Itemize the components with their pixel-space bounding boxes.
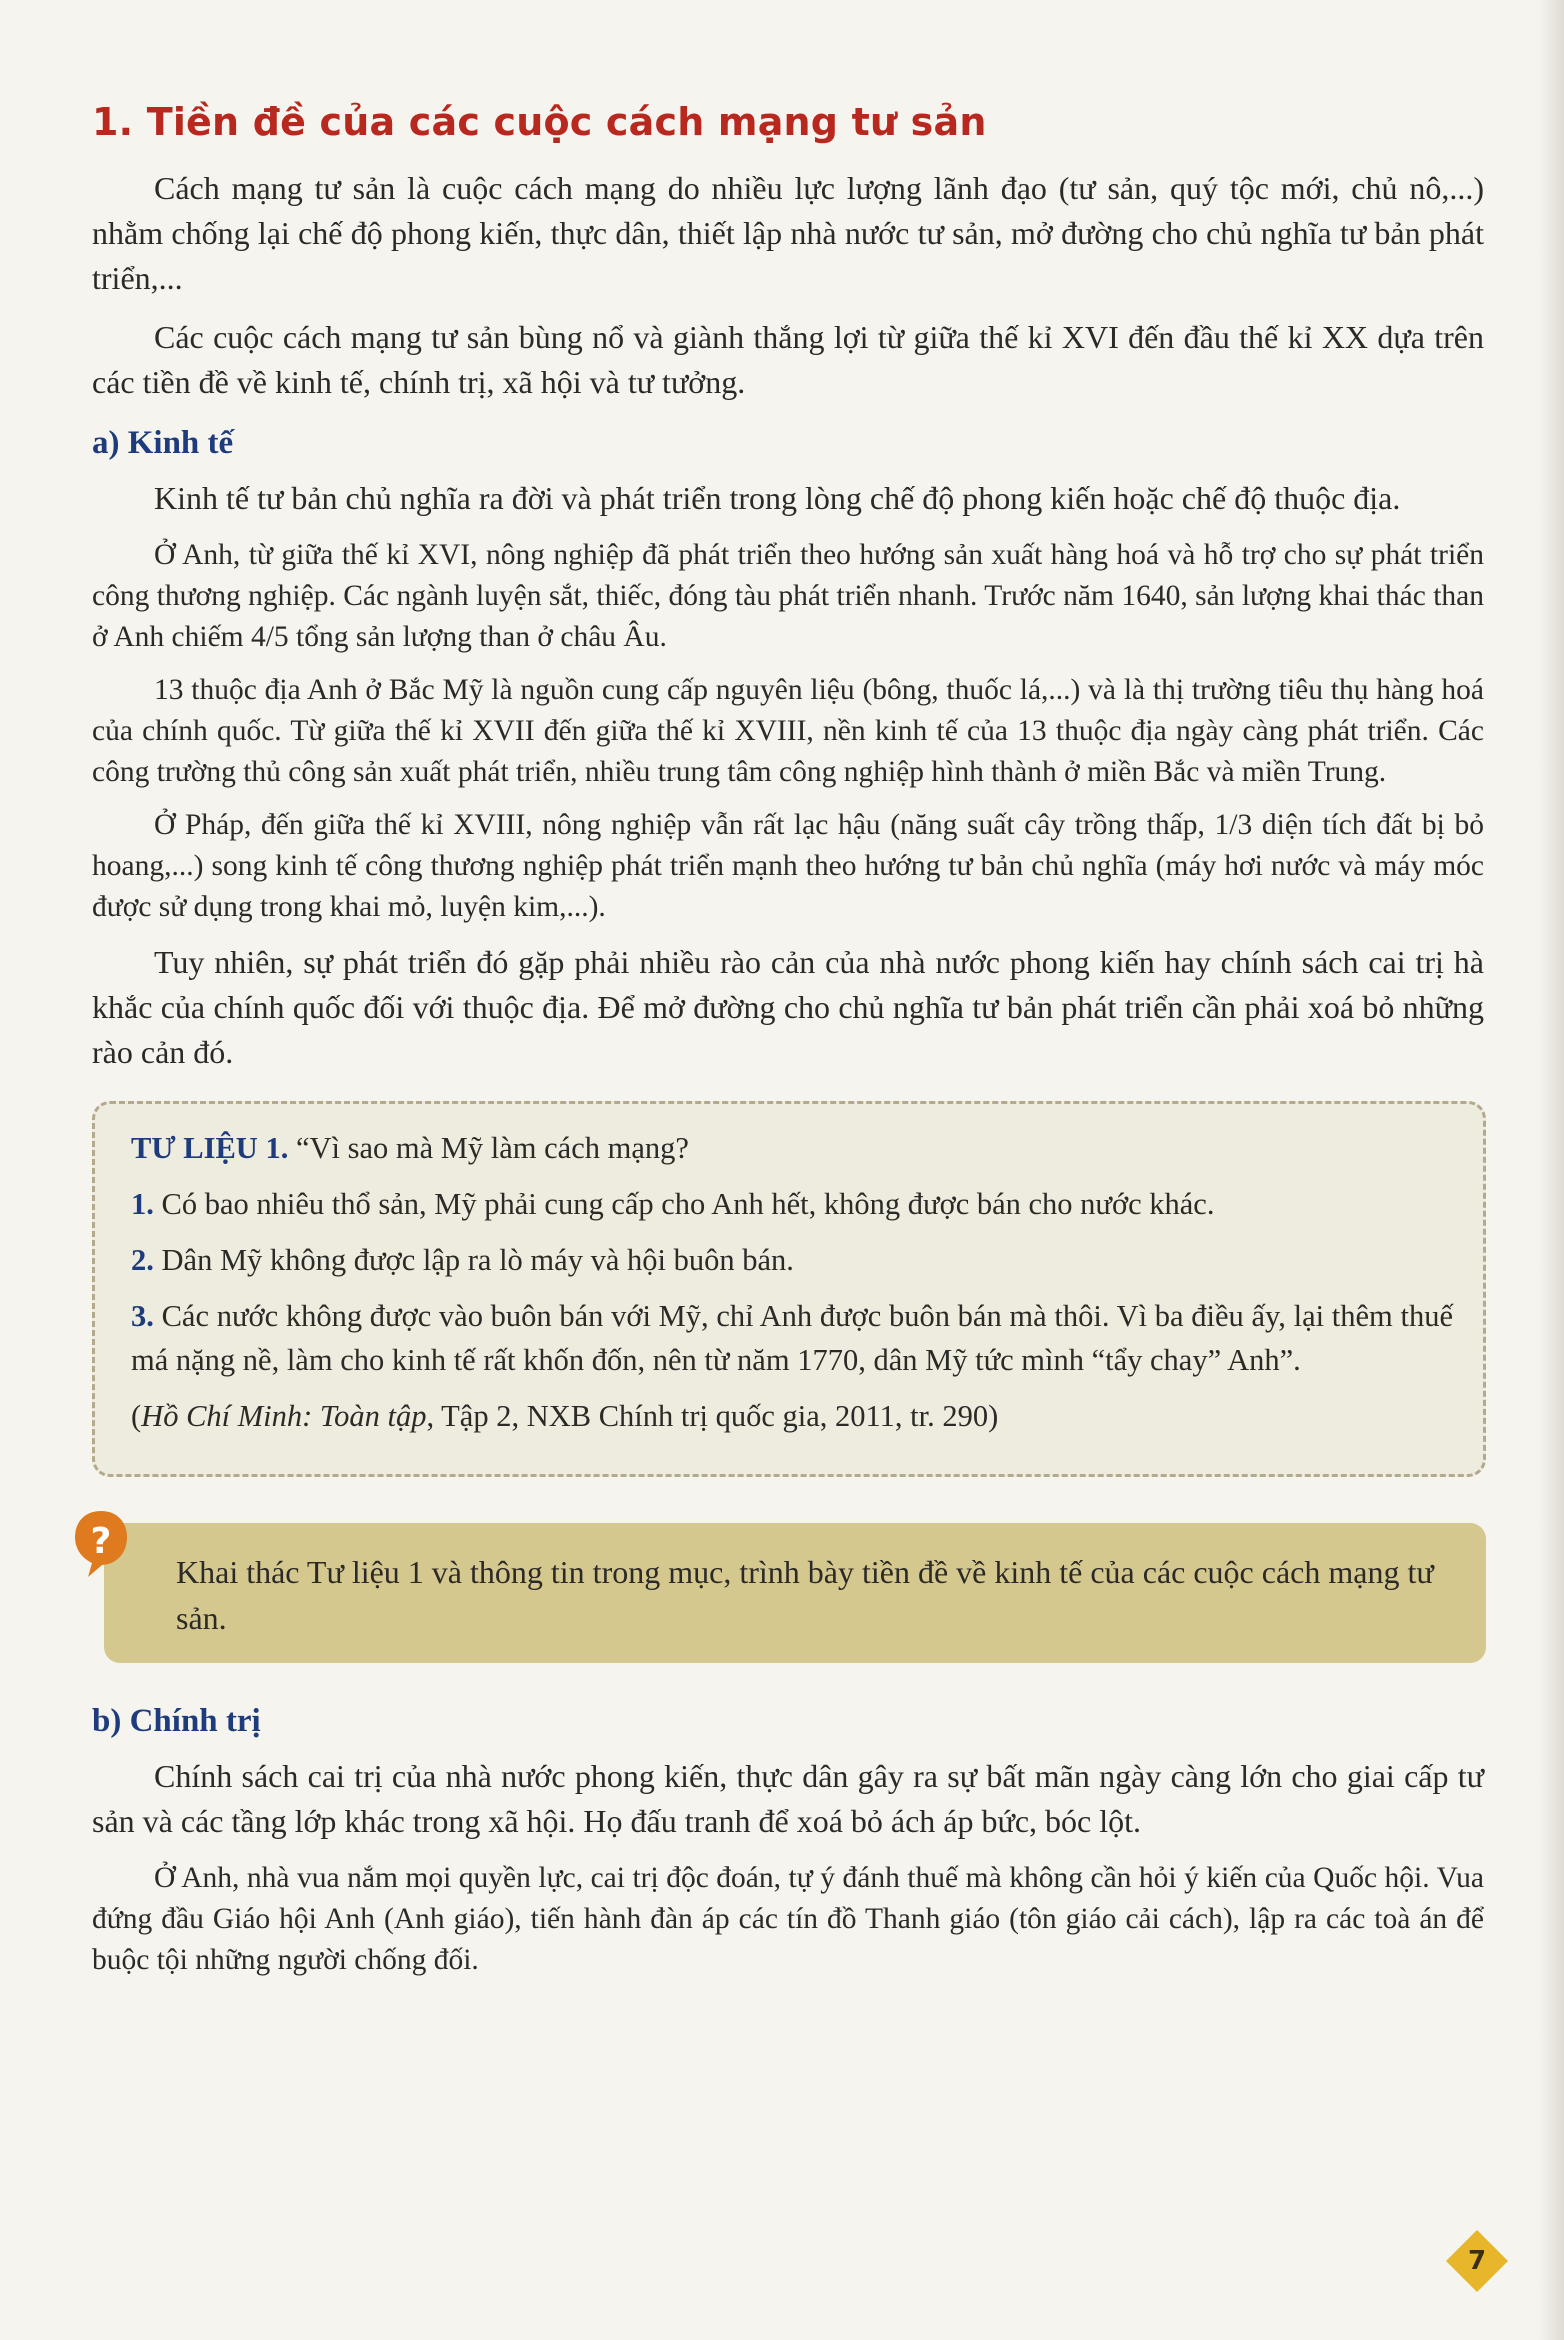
source-citation (131, 1394, 1453, 1438)
citation-open: ( (131, 1399, 142, 1433)
source-item-number: 3. (131, 1299, 154, 1333)
svg-text:?: ? (90, 1521, 112, 1562)
source-item-number: 2. (131, 1243, 154, 1277)
economy-detail-colonies: 13 thuộc địa Anh ở Bắc Mỹ là nguồn cung cấp nguyên liệu (bông, thuốc lá,...) và là thị trường tiêu thụ hàng hoá của chính quốc. Từ giữa thế kỉ XVII đến giữa thế kỉ XVIII, nền kinh tế của 13 thuộc địa ngày càng phát triển. Các công trường thủ công sản xuất phát triển, nhiều trung tâm công nghiệp hình thành ở miền Bắc và miền Trung. (92, 674, 1484, 788)
page-edge-shadow (1538, 0, 1564, 2340)
politics-heading: b) Chính trị (92, 1703, 261, 1739)
source-item-text: Dân Mỹ không được lập ra lò máy và hội buôn bán. (161, 1243, 794, 1277)
source-item (131, 1294, 1453, 1382)
economy-detail-france: Ở Pháp, đến giữa thế kỉ XVIII, nông nghiệp vẫn rất lạc hậu (năng suất cây trồng thấp, 1/3 diện tích đất bị bỏ hoang,...) song kinh tế công thương nghiệp phát triển mạnh theo hướng tư bản chủ nghĩa (máy hơi nước và máy móc được sử dụng trong khai mỏ, luyện kim,...). (92, 809, 1484, 923)
intro-paragraph-1: Cách mạng tư sản là cuộc cách mạng do nhiều lực lượng lãnh đạo (tư sản, quý tộc mới, chủ nô,...) nhằm chống lại chế độ phong kiến, thực dân, thiết lập nhà nước tư sản, mở đường cho chủ nghĩa tư bản phát triển,... (92, 170, 1484, 296)
politics-lead-paragraph: Chính sách cai trị của nhà nước phong kiến, thực dân gây ra sự bất mãn ngày càng lớn cho giai cấp tư sản và các tầng lớp khác trong xã hội. Họ đấu tranh để xoá bỏ ách áp bức, bóc lột. (92, 1758, 1484, 1839)
intro-paragraph-2: Các cuộc cách mạng tư sản bùng nổ và giành thắng lợi từ giữa thế kỉ XVI đến đầu thế kỉ XX dựa trên các tiền đề về kinh tế, chính trị, xã hội và tư tưởng. (92, 319, 1484, 400)
section-title: 1. Tiền đề của các cuộc cách mạng tư sản (92, 100, 987, 144)
economy-conclusion: Tuy nhiên, sự phát triển đó gặp phải nhiều rào cản của nhà nước phong kiến hay chính sách cai trị hà khắc của chính quốc đối với thuộc địa. Để mở đường cho chủ nghĩa tư bản phát triển cần phải xoá bỏ những rào cản đó. (92, 944, 1484, 1070)
source-item-text: Các nước không được vào buôn bán với Mỹ, chỉ Anh được buôn bán mà thôi. Vì ba điều ấy, lại thêm thuế má nặng nề, làm cho kinh tế rất khốn đốn, nên từ năm 1770, dân Mỹ tức mình “tẩy chay” Anh”. (131, 1299, 1453, 1377)
question-callout (92, 1523, 1486, 1663)
citation-author: Hồ Chí Minh: Toàn tập (141, 1399, 427, 1433)
question-mark-icon (72, 1509, 130, 1579)
source-document-box (92, 1101, 1486, 1477)
source-item-text: Có bao nhiêu thổ sản, Mỹ phải cung cấp cho Anh hết, không được bán cho nước khác. (161, 1187, 1215, 1221)
economy-heading: a) Kinh tế (92, 425, 234, 461)
source-label: TƯ LIỆU 1. (131, 1131, 289, 1165)
question-box: Khai thác Tư liệu 1 và thông tin trong mục, trình bày tiền đề về kinh tế của các cuộc cách mạng tư sản. (104, 1523, 1486, 1663)
economy-lead-paragraph: Kinh tế tư bản chủ nghĩa ra đời và phát triển trong lòng chế độ phong kiến hoặc chế độ thuộc địa. (154, 480, 1401, 516)
source-item (131, 1182, 1453, 1226)
source-item-number: 1. (131, 1187, 154, 1221)
politics-detail-england: Ở Anh, nhà vua nắm mọi quyền lực, cai trị độc đoán, tự ý đánh thuế mà không cần hỏi ý kiến của Quốc hội. Vua đứng đầu Giáo hội Anh (Anh giáo), tiến hành đàn áp các tín đồ Thanh giáo (tôn giáo cải cách), lập ra các toà án để buộc tội những người chống đối. (92, 1862, 1484, 1976)
economy-detail-england: Ở Anh, từ giữa thế kỉ XVI, nông nghiệp đã phát triển theo hướng sản xuất hàng hoá và hỗ trợ cho sự phát triển công thương nghiệp. Các ngành luyện sắt, thiếc, đóng tàu phát triển nhanh. Trước năm 1640, sản lượng khai thác than ở Anh chiếm 4/5 tổng sản lượng than ở châu Âu. (92, 539, 1484, 653)
source-item (131, 1238, 1453, 1282)
source-question: “Vì sao mà Mỹ làm cách mạng? (295, 1131, 689, 1165)
page-number-badge (1444, 2228, 1510, 2294)
citation-details: , Tập 2, NXB Chính trị quốc gia, 2011, tr. 290) (426, 1399, 999, 1433)
page-number: 7 (1467, 2246, 1487, 2276)
source-header (131, 1126, 1453, 1170)
